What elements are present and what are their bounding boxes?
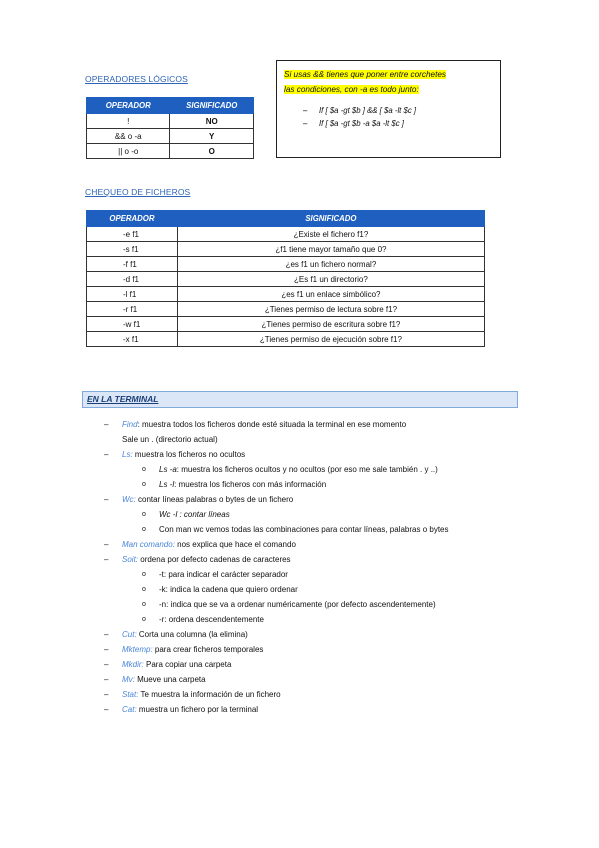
- dash-icon: –: [104, 540, 109, 549]
- command-description: ordena por defecto cadenas de caracteres: [138, 555, 291, 564]
- command-name: Cut:: [122, 630, 137, 639]
- meaning-cell: ¿es f1 un fichero normal?: [177, 257, 484, 272]
- subcommand-name: Ls -a: [159, 465, 177, 474]
- command-name: Stat:: [122, 690, 139, 699]
- file-checks-title: CHEQUEO DE FICHEROS: [85, 187, 191, 197]
- command-description: nos explica que hace el comando: [174, 540, 296, 549]
- terminal-command-list: [104, 417, 524, 717]
- list-item: [104, 657, 524, 672]
- highlighted-note: [284, 67, 484, 97]
- operator-cell: !: [87, 114, 170, 129]
- list-item: [104, 582, 524, 597]
- list-item: [104, 552, 524, 567]
- meaning-cell: NO: [170, 114, 254, 129]
- list-item: [104, 642, 524, 657]
- operator-cell: && o -a: [87, 129, 170, 144]
- list-item: [104, 432, 524, 447]
- command-name: Find: [122, 420, 138, 429]
- column-header: SIGNIFICADO: [170, 98, 254, 114]
- meaning-cell: ¿f1 tiene mayor tamaño que 0?: [177, 242, 484, 257]
- command-description: para crear ficheros temporales: [152, 645, 264, 654]
- list-item: [104, 672, 524, 687]
- command-description: Para copiar una carpeta: [143, 660, 232, 669]
- dash-icon: –: [104, 555, 109, 564]
- dash-icon: –: [104, 690, 109, 699]
- list-item: [303, 105, 416, 118]
- dash-icon: –: [104, 660, 109, 669]
- command-description: Corta una columna (la elimina): [136, 630, 248, 639]
- operator-cell: -s f1: [87, 242, 178, 257]
- subcommand-name: Wc -l: [159, 510, 178, 519]
- dash-icon: –: [104, 495, 109, 504]
- operator-cell: || o -o: [87, 144, 170, 159]
- list-item: [303, 118, 416, 131]
- note-examples: [303, 105, 416, 130]
- meaning-cell: ¿Tienes permiso de ejecución sobre f1?: [177, 332, 484, 347]
- list-item: [104, 537, 524, 552]
- bullet-icon: o: [142, 601, 146, 608]
- table-row: [87, 129, 254, 144]
- command-name: Man comando:: [122, 540, 175, 549]
- list-item: [104, 567, 524, 582]
- subcommand-description: : muestra los ficheros con más información: [174, 480, 327, 489]
- file-checks-table: [86, 210, 485, 347]
- list-item: [104, 597, 524, 612]
- operator-cell: -l f1: [87, 287, 178, 302]
- meaning-cell: ¿Existe el fichero f1?: [177, 227, 484, 242]
- command-name: Cat:: [122, 705, 137, 714]
- command-name: Ls:: [122, 450, 133, 459]
- table-header-row: [87, 98, 254, 114]
- dash-icon: –: [104, 630, 109, 639]
- list-item: [104, 522, 524, 537]
- list-item: [104, 627, 524, 642]
- table-row: [87, 227, 485, 242]
- terminal-section-heading: [82, 391, 518, 408]
- dash-icon: –: [104, 645, 109, 654]
- command-description: muestra un fichero por la terminal: [136, 705, 259, 714]
- operator-cell: -f f1: [87, 257, 178, 272]
- table-header-row: [87, 211, 485, 227]
- dash-icon: –: [303, 118, 308, 128]
- command-name: Mv:: [122, 675, 135, 684]
- subcommand-description: -n: indica que se va a ordenar numéricamente (por defecto ascendentemente): [159, 600, 436, 609]
- list-item: [104, 477, 524, 492]
- bullet-icon: o: [142, 511, 146, 518]
- dash-icon: –: [104, 705, 109, 714]
- meaning-cell: ¿es f1 un enlace simbólico?: [177, 287, 484, 302]
- bullet-icon: o: [142, 571, 146, 578]
- note-line: las condiciones, con -a es todo junto:: [284, 85, 419, 94]
- heading-text: EN LA TERMINAL: [87, 394, 159, 404]
- column-header: OPERADOR: [87, 98, 170, 114]
- table-row: [87, 287, 485, 302]
- note-box: [276, 60, 501, 158]
- meaning-cell: ¿Tienes permiso de escritura sobre f1?: [177, 317, 484, 332]
- command-name: Soit:: [122, 555, 139, 564]
- command-name: Wc:: [122, 495, 136, 504]
- column-header: OPERADOR: [87, 211, 178, 227]
- table-row: [87, 114, 254, 129]
- note-line: Si usas && tienes que poner entre corchetes: [284, 70, 447, 79]
- command-name: Mkdir:: [122, 660, 144, 669]
- table-row: [87, 332, 485, 347]
- operator-cell: -e f1: [87, 227, 178, 242]
- subcommand-description: : contar líneas: [177, 510, 230, 519]
- command-name: Mktemp:: [122, 645, 153, 654]
- list-item: [104, 702, 524, 717]
- continuation-text: Sale un . (directorio actual): [122, 435, 218, 444]
- subcommand-description: Con man wc vemos todas las combinaciones para contar líneas, palabras o bytes: [159, 525, 449, 534]
- command-description: muestra los ficheros no ocultos: [132, 450, 246, 459]
- subcommand-name: Ls -l: [159, 480, 175, 489]
- dash-icon: –: [104, 675, 109, 684]
- subcommand-description: -k: indica la cadena que quiero ordenar: [159, 585, 298, 594]
- dash-icon: –: [303, 106, 308, 115]
- list-item: [104, 687, 524, 702]
- list-item: [104, 462, 524, 477]
- subcommand-description: : muestra los ficheros ocultos y no ocultos (por eso me sale también . y ..): [176, 465, 438, 474]
- table-row: [87, 242, 485, 257]
- meaning-cell: Y: [170, 129, 254, 144]
- meaning-cell: ¿Es f1 un directorio?: [177, 272, 484, 287]
- logical-operators-title: OPERADORES LÓGICOS: [85, 74, 188, 84]
- meaning-cell: ¿Tienes permiso de lectura sobre f1?: [177, 302, 484, 317]
- dash-icon: –: [104, 420, 109, 429]
- table-row: [87, 302, 485, 317]
- bullet-icon: o: [142, 481, 146, 488]
- example-text: If [ $a -gt $b -a $a -lt $c ]: [319, 118, 404, 128]
- list-item: [104, 492, 524, 507]
- table-row: [87, 272, 485, 287]
- command-description: Te muestra la información de un fichero: [138, 690, 281, 699]
- column-header: SIGNIFICADO: [177, 211, 484, 227]
- list-item: [104, 507, 524, 522]
- table-row: [87, 317, 485, 332]
- list-item: [104, 447, 524, 462]
- bullet-icon: o: [142, 616, 146, 623]
- bullet-icon: o: [142, 526, 146, 533]
- bullet-icon: o: [142, 466, 146, 473]
- meaning-cell: O: [170, 144, 254, 159]
- dash-icon: –: [104, 450, 109, 459]
- list-item: [104, 417, 524, 432]
- list-item: [104, 612, 524, 627]
- logical-operators-table: [86, 97, 254, 159]
- subcommand-description: -t: para indicar el carácter separador: [159, 570, 288, 579]
- command-description: contar líneas palabras o bytes de un fichero: [135, 495, 294, 504]
- example-text: If [ $a -gt $b ] && [ $a -lt $c ]: [319, 106, 417, 115]
- operator-cell: -d f1: [87, 272, 178, 287]
- operator-cell: -w f1: [87, 317, 178, 332]
- operator-cell: -x f1: [87, 332, 178, 347]
- operator-cell: -r f1: [87, 302, 178, 317]
- table-row: [87, 257, 485, 272]
- subcommand-description: -r: ordena descendentemente: [159, 615, 264, 624]
- command-description: : muestra todos los ficheros donde esté situada la terminal en ese momento: [137, 420, 407, 429]
- bullet-icon: o: [142, 586, 146, 593]
- table-row: [87, 144, 254, 159]
- command-description: Mueve una carpeta: [134, 675, 206, 684]
